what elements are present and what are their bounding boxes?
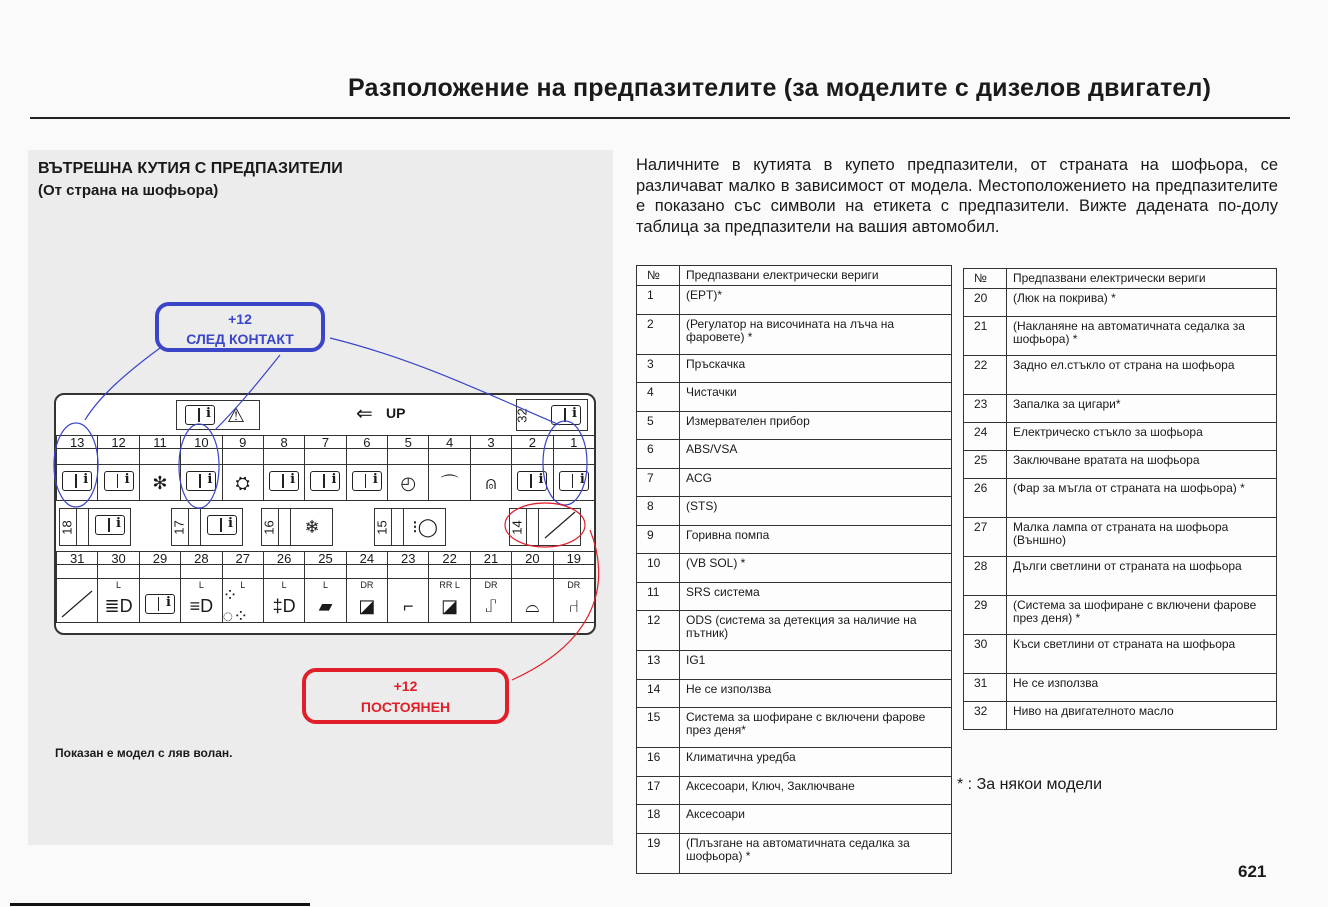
circuit-name: (STS) bbox=[680, 497, 952, 526]
manual-icon bbox=[517, 471, 547, 495]
fuse-number: 9 bbox=[637, 525, 680, 554]
circuit-name: Не се използва bbox=[1007, 674, 1277, 702]
table-row bbox=[637, 611, 952, 651]
manual-icon bbox=[95, 515, 125, 539]
manual-icon bbox=[104, 471, 134, 495]
fuse-number: 14 bbox=[509, 520, 525, 535]
fuse-tag: DR bbox=[567, 580, 581, 590]
fuse-number: 26 bbox=[964, 479, 1007, 518]
fuse-number: 16 bbox=[261, 520, 277, 535]
fuse-slot bbox=[263, 435, 305, 501]
circuit-name: (VB SOL) * bbox=[680, 554, 952, 583]
fuse-number: 7 bbox=[637, 468, 680, 497]
fuse-32-cell bbox=[516, 399, 588, 431]
fuse-number: 6 bbox=[637, 440, 680, 469]
manual-icon bbox=[310, 471, 340, 495]
section-subheading: (От страна на шофьора) bbox=[38, 182, 219, 199]
manual-icon bbox=[185, 405, 215, 425]
fuse-number: 15 bbox=[374, 520, 390, 535]
fuse-slot bbox=[470, 435, 512, 501]
fuse-number: 24 bbox=[359, 551, 375, 566]
callout-label: ПОСТОЯНЕН bbox=[360, 699, 451, 715]
fuse-number: 25 bbox=[318, 551, 333, 566]
manual-icon bbox=[62, 471, 92, 495]
fuse-number: 26 bbox=[276, 551, 292, 566]
fuse-number: 8 bbox=[637, 497, 680, 526]
fuse-tag: DR bbox=[360, 580, 374, 590]
label-warning-cell bbox=[176, 400, 260, 430]
fuse-number: 16 bbox=[637, 748, 680, 777]
manual-icon bbox=[352, 471, 382, 495]
table-header-row bbox=[637, 266, 952, 286]
fuse-number: 20 bbox=[964, 289, 1007, 317]
fuse-slot bbox=[56, 551, 98, 623]
bottom-divider bbox=[10, 903, 310, 906]
circuit-name: Не се използва bbox=[680, 679, 952, 708]
manual-icon bbox=[186, 471, 216, 495]
fuse-slot bbox=[470, 551, 512, 623]
fuse-number: 17 bbox=[637, 776, 680, 805]
fog-lamp-icon: ‡D bbox=[272, 595, 296, 616]
table-row bbox=[637, 651, 952, 680]
table-row bbox=[964, 518, 1277, 557]
fuse-slot bbox=[222, 551, 264, 626]
manual-icon bbox=[559, 471, 589, 495]
fuse-number: 32 bbox=[514, 408, 530, 423]
small-lamp-icon: ⁘◌⁘ bbox=[222, 585, 249, 626]
fuse-number: 30 bbox=[111, 551, 126, 566]
circuit-name: (Система за шофиране с включени фарове през деня) * bbox=[1007, 596, 1277, 635]
fuse-number: 28 bbox=[964, 557, 1007, 596]
fuse-tag: L bbox=[198, 580, 204, 590]
fuse-number: 12 bbox=[637, 611, 680, 651]
seat-recline-icon: ⑀ bbox=[485, 595, 497, 616]
fuse-number: 32 bbox=[964, 702, 1007, 730]
page-number: 621 bbox=[1238, 862, 1267, 881]
low-beam-icon: ≣D bbox=[104, 595, 133, 616]
table-row bbox=[637, 354, 952, 383]
circuit-name: (Фар за мъгла от страната на шофьора) * bbox=[1007, 479, 1277, 518]
fuse-box-diagram bbox=[54, 393, 596, 635]
table-row bbox=[637, 748, 952, 777]
fuse-number: 10 bbox=[194, 435, 209, 450]
circuit-name: Ниво на двигателното масло bbox=[1007, 702, 1277, 730]
fuse-number: 13 bbox=[69, 435, 85, 450]
circuit-name: ACG bbox=[680, 468, 952, 497]
fuse-tag: L bbox=[322, 580, 328, 590]
table-row bbox=[637, 525, 952, 554]
fuse-number: 13 bbox=[637, 651, 680, 680]
airbag-icon: ✻ bbox=[152, 472, 168, 493]
fuse-number: 5 bbox=[637, 411, 680, 440]
fuse-number: 9 bbox=[239, 435, 247, 450]
fuse-number: 25 bbox=[964, 451, 1007, 479]
table-row bbox=[637, 554, 952, 583]
fuse-number: 3 bbox=[637, 354, 680, 383]
fuse-number: 10 bbox=[637, 554, 680, 583]
fuse-number: 19 bbox=[566, 551, 582, 566]
circuit-name: (Плъзгане на автоматичната седалка за шофьора) * bbox=[680, 833, 952, 873]
fuse-number: 21 bbox=[964, 317, 1007, 356]
manual-icon bbox=[207, 515, 237, 539]
fuse-number: 18 bbox=[637, 805, 680, 834]
fuse-number: 27 bbox=[964, 518, 1007, 557]
table-header-row bbox=[964, 269, 1277, 289]
circuit-name: Малка лампа от страната на шофьора (Външно) bbox=[1007, 518, 1277, 557]
table-row bbox=[637, 833, 952, 873]
title-divider bbox=[30, 117, 1290, 119]
manual-icon bbox=[145, 594, 175, 618]
fuse-number: 29 bbox=[152, 551, 168, 566]
callout-voltage: +12 bbox=[228, 311, 252, 327]
circuit-name: (Накланяне на автоматичната седалка за шофьора) * bbox=[1007, 317, 1277, 356]
table-row bbox=[637, 314, 952, 354]
circuit-name: Пръскачка bbox=[680, 354, 952, 383]
seat-slide-icon: ⑁ bbox=[568, 595, 580, 616]
circuit-name: Дълги светлини от страната на шофьора bbox=[1007, 557, 1277, 596]
section-heading: ВЪТРЕШНА КУТИЯ С ПРЕДПАЗИТЕЛИ bbox=[38, 160, 343, 177]
circuit-name: (Регулатор на височината на лъча на фаровете) * bbox=[680, 314, 952, 354]
fuse-number: 1 bbox=[570, 435, 578, 450]
fuse-slot bbox=[139, 551, 181, 623]
circuit-name: Задно ел.стъкло от страна на шофьора bbox=[1007, 356, 1277, 395]
fuse-number: 14 bbox=[637, 679, 680, 708]
fuse-number: 2 bbox=[637, 314, 680, 354]
footnote: * : За някои модели bbox=[957, 776, 1103, 793]
fuse-slot bbox=[553, 551, 595, 623]
circuit-name: (Люк на покрива) * bbox=[1007, 289, 1277, 317]
circuit-name: Горивна помпа bbox=[680, 525, 952, 554]
fuse-number: 20 bbox=[525, 551, 540, 566]
fuse-number: 17 bbox=[171, 520, 187, 535]
fuse-tag: L bbox=[281, 580, 287, 590]
fuse-slot bbox=[97, 435, 139, 501]
fuse-slot bbox=[428, 435, 470, 501]
table-row bbox=[964, 702, 1277, 730]
unused-icon bbox=[543, 510, 577, 544]
fuse-number: 8 bbox=[280, 435, 288, 450]
fuse-number: 31 bbox=[69, 551, 85, 566]
wiper-icon: ⌒ bbox=[440, 474, 459, 494]
circuit-name: ABS/VSA bbox=[680, 440, 952, 469]
fuse-number: 31 bbox=[964, 674, 1007, 702]
fuse-number: 4 bbox=[446, 435, 454, 450]
fuse-number: 11 bbox=[153, 435, 167, 450]
fuse-number: 18 bbox=[59, 520, 75, 535]
fuse-number: 19 bbox=[637, 833, 680, 873]
fuse-number: 12 bbox=[111, 435, 126, 450]
fuse-slot bbox=[346, 435, 388, 501]
header-circuit: Предпазвани електрически вериги bbox=[1007, 269, 1277, 289]
fuse-slot bbox=[304, 435, 346, 501]
table-row bbox=[964, 635, 1277, 674]
table-row bbox=[637, 468, 952, 497]
fuse-number: 7 bbox=[321, 435, 330, 450]
fuse-number: 2 bbox=[528, 435, 537, 450]
fuse-number: 27 bbox=[235, 551, 250, 566]
fuse-slot bbox=[304, 551, 346, 623]
fuse-slot bbox=[261, 508, 333, 546]
table-row bbox=[637, 776, 952, 805]
fuse-number: 21 bbox=[483, 551, 499, 566]
fuse-slot bbox=[56, 435, 98, 501]
fuse-slot bbox=[509, 508, 581, 546]
header-no: № bbox=[964, 269, 1007, 289]
cigar-lighter-icon: ⌐ bbox=[402, 595, 414, 616]
fuse-table-left bbox=[636, 265, 952, 874]
circuit-name: Аксесоари, Ключ, Заключване bbox=[680, 776, 952, 805]
manual-icon bbox=[269, 471, 299, 495]
gauge-icon: ◴ bbox=[400, 472, 417, 493]
fuse-number: 22 bbox=[442, 551, 457, 566]
circuit-name: Къси светлини от страната на шофьора bbox=[1007, 635, 1277, 674]
circuit-name: Климатична уредба bbox=[680, 748, 952, 777]
fuse-slot bbox=[553, 435, 595, 501]
circuit-name: Аксесоари bbox=[680, 805, 952, 834]
fuse-slot bbox=[346, 551, 388, 623]
fuse-table-right bbox=[963, 268, 1277, 730]
door-lock-icon: ▰ bbox=[318, 595, 333, 616]
table-row bbox=[964, 423, 1277, 451]
fuse-tag: RR L bbox=[439, 580, 460, 590]
fuse-number: 6 bbox=[363, 435, 371, 450]
unused-icon bbox=[60, 589, 94, 623]
fuse-number: 30 bbox=[964, 635, 1007, 674]
model-note: Показан е модел с ляв волан. bbox=[55, 746, 233, 760]
fuse-slot bbox=[180, 551, 222, 623]
callout-ignition bbox=[155, 302, 325, 352]
fuse-slot bbox=[374, 508, 446, 546]
circuit-name: Електрическо стъкло за шофьора bbox=[1007, 423, 1277, 451]
circuit-name: IG1 bbox=[680, 651, 952, 680]
circuit-name: ODS (система за детекция за наличие на пътник) bbox=[680, 611, 952, 651]
table-row bbox=[964, 479, 1277, 518]
table-row bbox=[964, 289, 1277, 317]
sunroof-icon: ⌓ bbox=[525, 595, 540, 616]
circuit-name: SRS система bbox=[680, 582, 952, 611]
fuse-slot bbox=[387, 435, 429, 501]
fuse-slot bbox=[511, 435, 553, 501]
fuse-slot bbox=[263, 551, 305, 623]
circuit-name: Система за шофиране с включени фарове през деня* bbox=[680, 708, 952, 748]
fuse-slot bbox=[511, 551, 553, 623]
fuse-number: 1 bbox=[637, 286, 680, 315]
power-window-icon: ◪ bbox=[358, 595, 376, 616]
fuse-number: 11 bbox=[637, 582, 680, 611]
fuse-number: 3 bbox=[487, 435, 495, 450]
fuse-number: 29 bbox=[964, 596, 1007, 635]
fuse-number: 5 bbox=[404, 435, 412, 450]
fuse-number: 23 bbox=[401, 551, 416, 566]
fuse-slot bbox=[171, 508, 243, 546]
table-row bbox=[637, 497, 952, 526]
drl-icon: ⁝◯ bbox=[412, 516, 438, 537]
table-row bbox=[964, 317, 1277, 356]
page-title: Разположение на предпазителите (за моделите с дизелов двигател) bbox=[348, 74, 1212, 102]
climate-icon: ❄ bbox=[304, 516, 320, 537]
callout-constant bbox=[302, 668, 509, 724]
table-row bbox=[637, 440, 952, 469]
circuit-name: Заключване вратата на шофьора bbox=[1007, 451, 1277, 479]
table-row bbox=[637, 383, 952, 412]
fuse-number: 15 bbox=[637, 708, 680, 748]
table-row bbox=[964, 596, 1277, 635]
arrow-left-icon: ⇐ bbox=[356, 403, 373, 425]
manual-icon bbox=[551, 405, 581, 425]
table-row bbox=[637, 286, 952, 315]
circuit-name: Запалка за цигари* bbox=[1007, 395, 1277, 423]
fuse-tag: L bbox=[240, 580, 246, 590]
fuse-slot bbox=[387, 551, 429, 623]
table-row bbox=[637, 679, 952, 708]
fuse-slot bbox=[428, 551, 470, 623]
circuit-name: Измервателен прибор bbox=[680, 411, 952, 440]
fuse-slot bbox=[222, 435, 264, 501]
fuse-slot bbox=[139, 435, 181, 501]
table-row bbox=[964, 395, 1277, 423]
callout-label: СЛЕД КОНТАКТ bbox=[186, 331, 294, 347]
fuse-number: 28 bbox=[194, 551, 209, 566]
circuit-name: (EPT)* bbox=[680, 286, 952, 315]
callout-voltage: +12 bbox=[393, 678, 418, 694]
fuse-number: 24 bbox=[964, 423, 1007, 451]
fuse-tag: DR bbox=[484, 580, 498, 590]
intro-paragraph: Наличните в кутията в купето предпазители, от страната на шофьора, се различават малко в зависимост от модела. Местоположението на предпазителите е показано със символи на етикета с предпазители. Вижте дадената по-долу таблица за предпазители на вашия автомобил. bbox=[636, 156, 1278, 236]
table-row bbox=[637, 582, 952, 611]
fuse-number: 22 bbox=[964, 356, 1007, 395]
fuse-slot bbox=[97, 551, 139, 623]
table-row bbox=[964, 451, 1277, 479]
table-row bbox=[637, 805, 952, 834]
table-row bbox=[964, 356, 1277, 395]
table-row bbox=[964, 674, 1277, 702]
fuse-number: 23 bbox=[964, 395, 1007, 423]
circuit-name: Чистачки bbox=[680, 383, 952, 412]
fuse-tag: L bbox=[116, 580, 122, 590]
high-beam-icon: ≡D bbox=[189, 595, 214, 616]
fuse-number: 4 bbox=[637, 383, 680, 412]
power-window-icon: ◪ bbox=[441, 595, 459, 616]
table-row bbox=[637, 708, 952, 748]
fuse-slot bbox=[59, 508, 131, 546]
warning-icon: ⚠ bbox=[227, 405, 245, 427]
engine-icon: ⛭ bbox=[235, 472, 250, 493]
washer-icon: ⍝ bbox=[485, 472, 497, 493]
header-circuit: Предпазвани електрически вериги bbox=[680, 266, 952, 286]
up-label: UP bbox=[386, 405, 406, 421]
table-row bbox=[637, 411, 952, 440]
header-no: № bbox=[637, 266, 680, 286]
table-row bbox=[964, 557, 1277, 596]
fuse-slot bbox=[180, 435, 222, 501]
